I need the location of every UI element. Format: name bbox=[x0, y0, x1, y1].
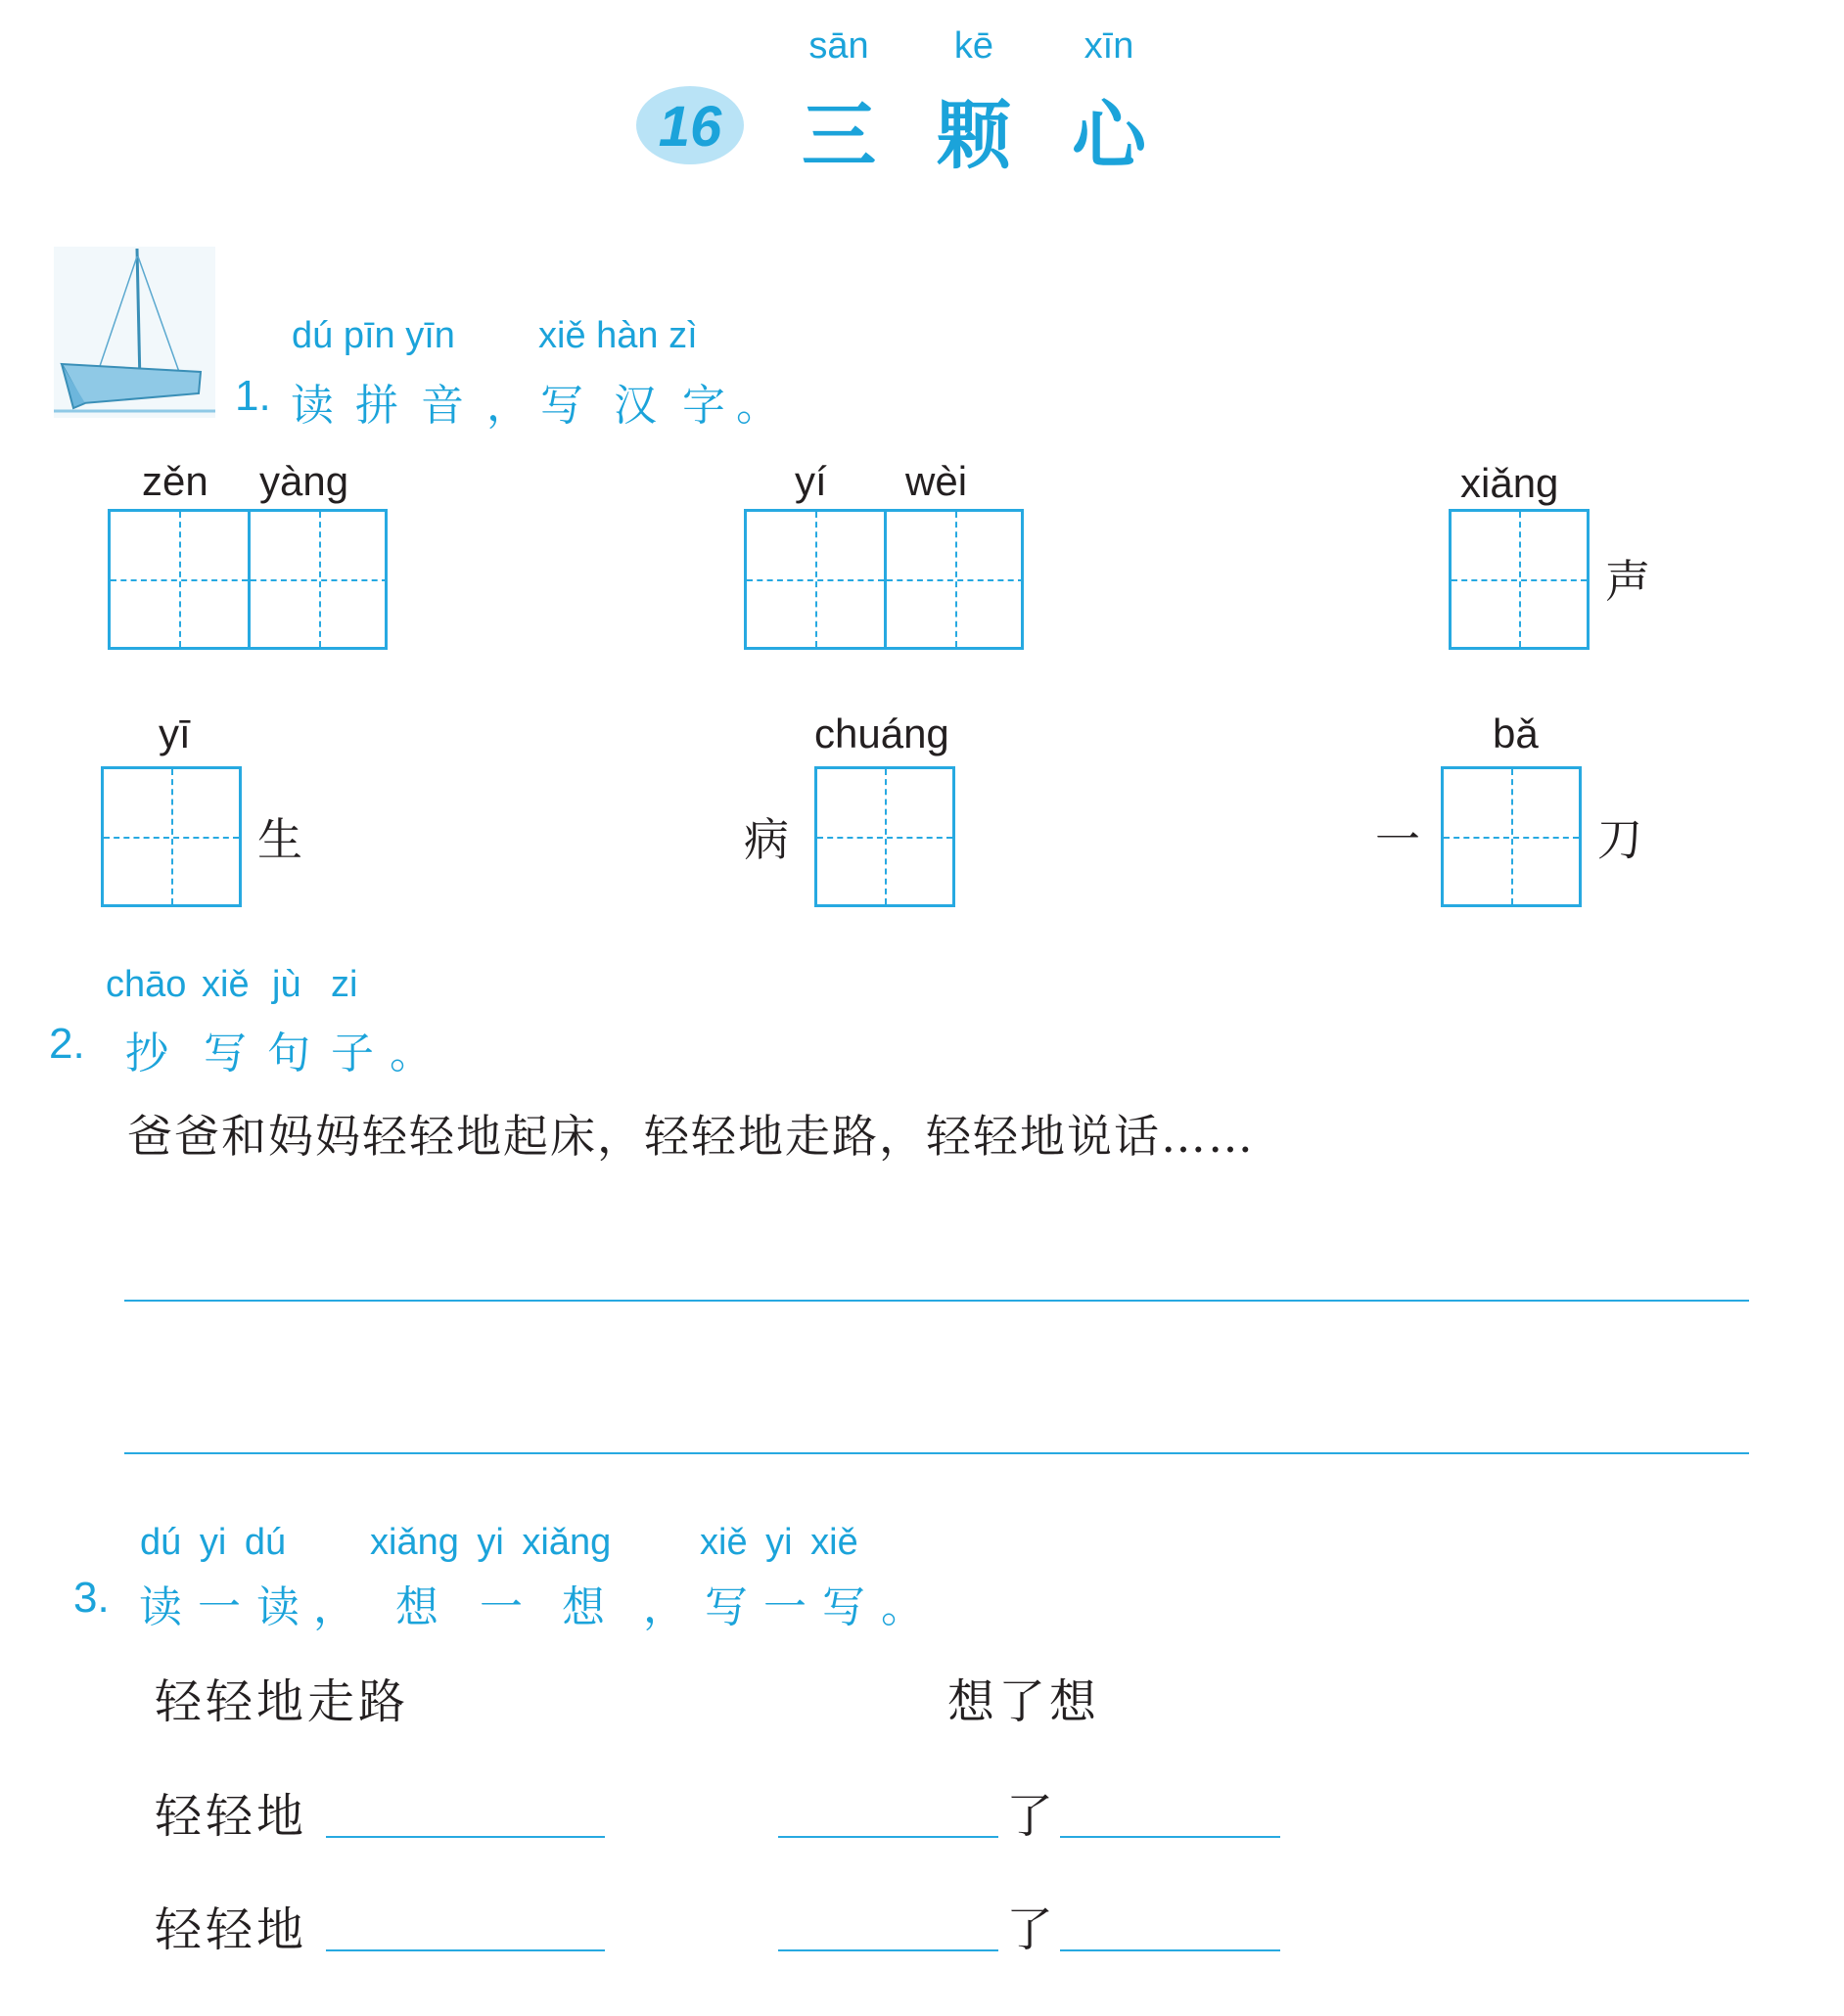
q3-pinyin-2: xiǎng yi xiǎng bbox=[370, 1522, 612, 1563]
q1-title-char: 字 bbox=[682, 381, 725, 431]
title-char-2: 颗 bbox=[937, 92, 1011, 179]
q3-title-char: ， bbox=[313, 1582, 356, 1632]
q1-title-char: 音 bbox=[421, 381, 464, 431]
suffix-sheng: 声 bbox=[1605, 555, 1650, 608]
q1-title-char: 。 bbox=[736, 381, 779, 431]
q2-title-char: 抄 bbox=[125, 1029, 168, 1078]
writing-line-1[interactable] bbox=[124, 1300, 1749, 1302]
pinyin-chuang: chuáng bbox=[814, 710, 949, 756]
q2-title-char: 。 bbox=[390, 1029, 433, 1078]
writing-line-2[interactable] bbox=[124, 1452, 1749, 1454]
grid-cell[interactable] bbox=[884, 512, 1024, 647]
copy-sentence: 爸爸和妈妈轻轻地起床，轻轻地走路，轻轻地说话…… bbox=[127, 1110, 1255, 1163]
q2-pinyin-syllable: chāo bbox=[106, 964, 187, 1005]
writing-grid-zenyang[interactable] bbox=[108, 509, 388, 650]
title-pinyin-2: kē bbox=[953, 25, 994, 67]
pinyin-xiang: xiǎng bbox=[1460, 460, 1559, 506]
answer-line[interactable] bbox=[778, 1836, 998, 1838]
answer-line[interactable] bbox=[778, 1949, 998, 1951]
title-char-3: 心 bbox=[1072, 92, 1146, 179]
title-char-1: 三 bbox=[802, 92, 876, 179]
sailboat-illustration bbox=[54, 247, 215, 418]
q2-title-char: 句 bbox=[267, 1029, 310, 1078]
q3-pinyin-1: dú yi dú bbox=[140, 1522, 287, 1563]
grid-cell[interactable] bbox=[104, 769, 239, 904]
q1-title-char: 写 bbox=[540, 381, 583, 431]
title-pinyin-1: sān bbox=[808, 25, 869, 67]
q3-number: 3. bbox=[73, 1574, 110, 1622]
q1-pinyin-2: xiě hàn zì bbox=[538, 315, 698, 356]
pinyin-yi1: yī bbox=[159, 710, 191, 756]
grid-cell[interactable] bbox=[248, 512, 388, 647]
writing-grid-xiang[interactable] bbox=[1449, 509, 1590, 650]
grid-cell[interactable] bbox=[111, 512, 248, 647]
q3-title-char: 读 bbox=[139, 1582, 182, 1632]
lesson-number: 16 bbox=[658, 95, 722, 159]
q3-title-char: 一 bbox=[480, 1582, 523, 1632]
answer-line[interactable] bbox=[1060, 1836, 1280, 1838]
q3-pinyin-3: xiě yi xiě bbox=[700, 1522, 858, 1563]
q3-title-char: ， bbox=[643, 1582, 686, 1632]
q3-title-char: 一 bbox=[198, 1582, 241, 1632]
q3-title-char: 想 bbox=[562, 1582, 605, 1632]
prompt-left-1: 轻轻地 bbox=[155, 1789, 308, 1844]
q2-number: 2. bbox=[49, 1020, 85, 1068]
q1-title-char: 读 bbox=[291, 381, 334, 431]
example-right: 想了想 bbox=[947, 1674, 1101, 1729]
answer-line[interactable] bbox=[326, 1949, 605, 1951]
pinyin-wei: wèi bbox=[905, 458, 968, 504]
prefix-bing: 病 bbox=[744, 813, 789, 866]
q3-title-char: 想 bbox=[395, 1582, 438, 1632]
prompt-right-2: 了 bbox=[1006, 1902, 1054, 1957]
q3-title-char: 一 bbox=[763, 1582, 807, 1632]
q1-title-char: 汉 bbox=[614, 381, 657, 431]
answer-line[interactable] bbox=[1060, 1949, 1280, 1951]
grid-cell[interactable] bbox=[1444, 769, 1579, 904]
q2-title-char: 子 bbox=[331, 1029, 374, 1078]
q1-pinyin-1: dú pīn yīn bbox=[292, 315, 455, 356]
pinyin-yi2: yí bbox=[795, 458, 827, 504]
writing-grid-yi[interactable] bbox=[101, 766, 242, 907]
pinyin-ba: bǎ bbox=[1493, 710, 1539, 756]
q3-title-char: 读 bbox=[256, 1582, 300, 1632]
grid-cell[interactable] bbox=[747, 512, 884, 647]
suffix-dao: 刀 bbox=[1597, 813, 1642, 866]
q3-title-char: 。 bbox=[881, 1582, 924, 1632]
q1-title-char: 拼 bbox=[355, 381, 398, 431]
writing-grid-yiwei[interactable] bbox=[744, 509, 1024, 650]
lesson-number-badge bbox=[636, 86, 744, 164]
answer-line[interactable] bbox=[326, 1836, 605, 1838]
example-left: 轻轻地走路 bbox=[155, 1674, 410, 1729]
title-pinyin-3: xīn bbox=[1083, 25, 1134, 67]
q2-pinyin-syllable: xiě bbox=[202, 964, 250, 1005]
grid-cell[interactable] bbox=[1452, 512, 1587, 647]
q2-pinyin-syllable: jù bbox=[272, 964, 301, 1005]
q2-title-char: 写 bbox=[204, 1029, 247, 1078]
q3-title-char: 写 bbox=[705, 1582, 748, 1632]
suffix-sheng2: 生 bbox=[257, 813, 302, 866]
pinyin-zen: zěn bbox=[142, 458, 208, 504]
prompt-left-2: 轻轻地 bbox=[155, 1902, 308, 1957]
prefix-yi: 一 bbox=[1375, 813, 1420, 866]
q3-title-char: 写 bbox=[822, 1582, 865, 1632]
pinyin-yang: yàng bbox=[259, 458, 349, 504]
grid-cell[interactable] bbox=[817, 769, 952, 904]
writing-grid-chuang[interactable] bbox=[814, 766, 955, 907]
q1-number: 1. bbox=[235, 372, 271, 420]
prompt-right-1: 了 bbox=[1006, 1789, 1054, 1844]
writing-grid-ba[interactable] bbox=[1441, 766, 1582, 907]
q2-pinyin-syllable: zi bbox=[331, 964, 358, 1005]
q1-title-char: ， bbox=[486, 381, 530, 431]
